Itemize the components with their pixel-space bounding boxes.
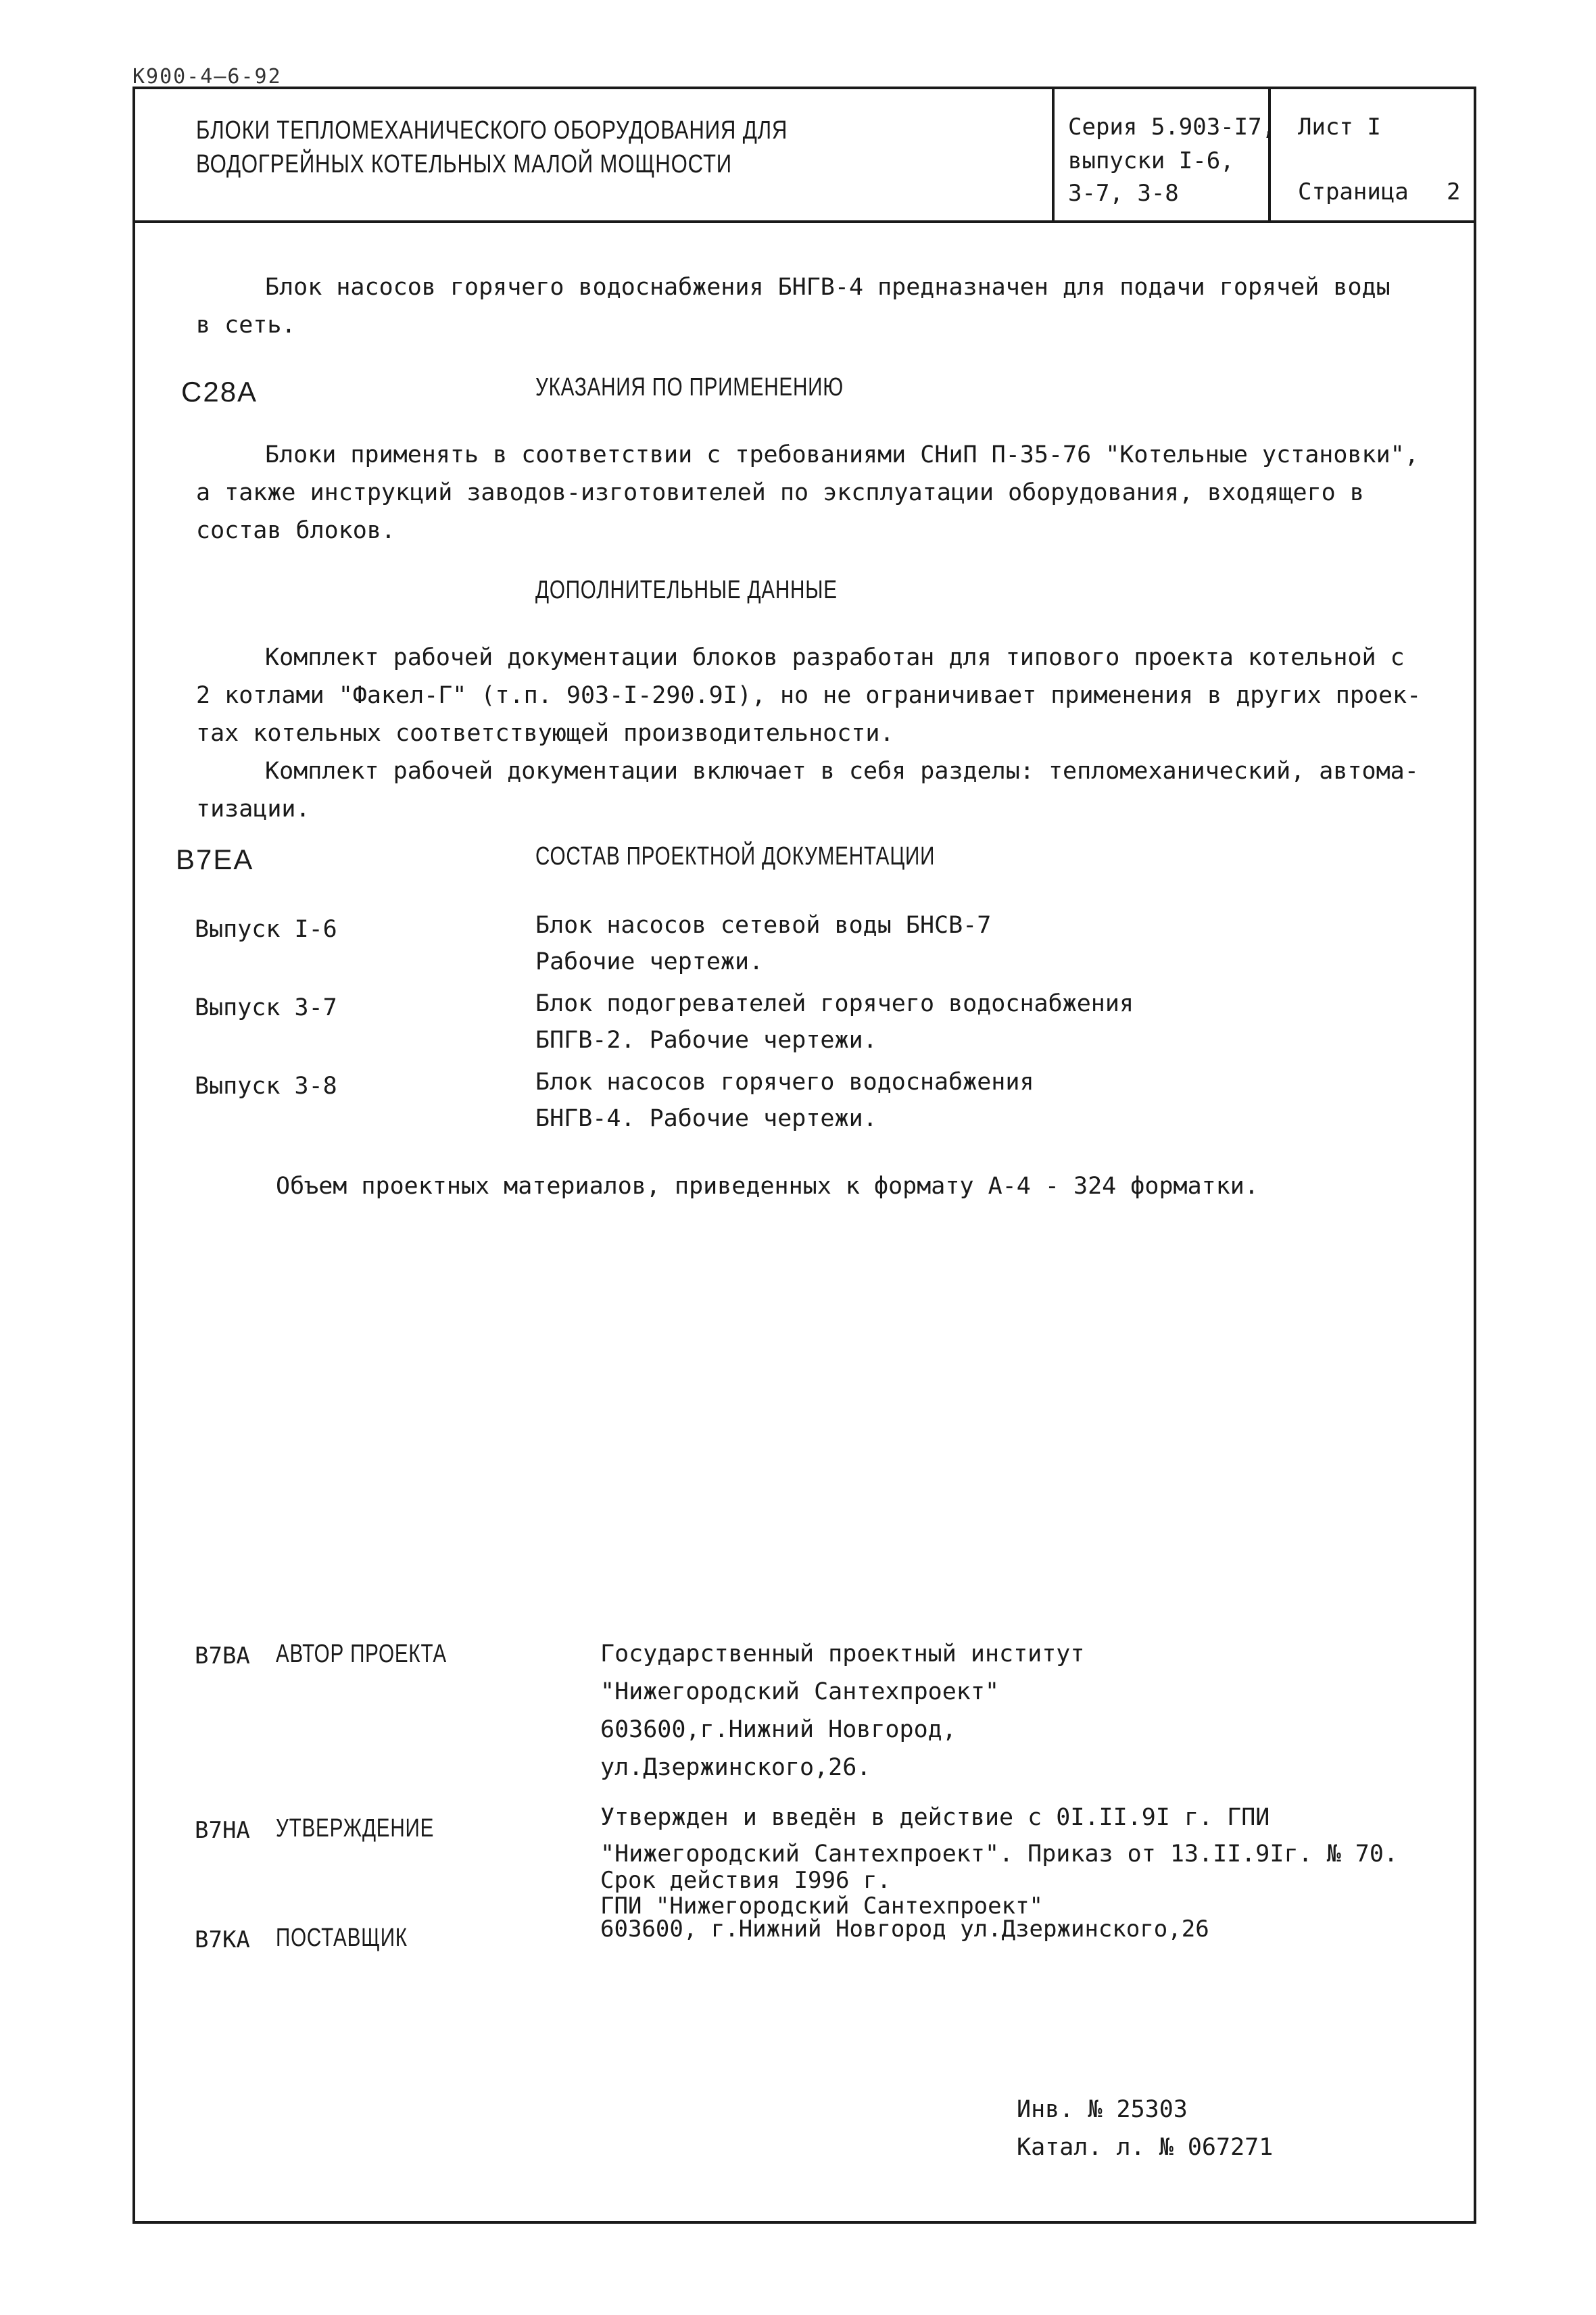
author-line4: ул.Дзержинского,26. <box>600 1754 871 1781</box>
additional-p1-line1: Комплект рабочей документации блоков разработан для типового проекта котельной с <box>265 644 1405 671</box>
supplier-code: B7KA <box>195 1926 250 1953</box>
supplier-line2: 603600, г.Нижний Новгород ул.Дзержинского,26 <box>600 1916 1209 1943</box>
additional-p1-line2: 2 котлами "Факел-Г" (т.п. 903-I-290.9I), но не ограничивает применения в других проек- <box>196 682 1422 709</box>
composition-issue: Выпуск I-6 <box>195 916 337 943</box>
author-line2: "Нижегородский Сантехпроект" <box>600 1678 1000 1705</box>
approval-line3: Срок действия I996 г. <box>600 1867 891 1894</box>
approval-code: B7HA <box>195 1817 250 1844</box>
composition-item-line2: Рабочие чертежи. <box>535 948 764 975</box>
approval-line2: "Нижегородский Сантехпроект". Приказ от 13.II.9Iг. № 70. <box>600 1841 1399 1868</box>
composition-item-line1: Блок подогревателей горячего водоснабжения <box>535 990 1134 1017</box>
sheet-number: Лист I <box>1298 114 1381 141</box>
page-label: Страница <box>1298 178 1409 205</box>
usage-line2: а также инструкций заводов-изготовителей по эксплуатации оборудования, входящего в <box>196 479 1364 506</box>
composition-item-line1: Блок насосов горячего водоснабжения <box>535 1069 1034 1096</box>
usage-heading: УКАЗАНИЯ ПО ПРИМЕНЕНИЮ <box>535 373 844 401</box>
header-separator-sheet <box>1268 87 1271 222</box>
composition-item-line2: БПГВ-2. Рабочие чертежи. <box>535 1027 877 1054</box>
inventory-number: Инв. № 25303 <box>1017 2096 1188 2123</box>
composition-code: B7EA <box>176 844 254 875</box>
composition-issue: Выпуск 3-8 <box>195 1073 337 1100</box>
page-number: 2 <box>1447 178 1461 205</box>
usage-code: C28A <box>181 376 258 408</box>
series-line3: 3-7, 3-8 <box>1068 180 1179 207</box>
supplier-label: ПОСТАВЩИК <box>276 1924 408 1952</box>
document-code: К900-4—6-92 <box>132 65 282 89</box>
additional-p2-line1: Комплект рабочей документации включает в себя разделы: тепломеханический, автома- <box>265 758 1419 785</box>
composition-heading: СОСТАВ ПРОЕКТНОЙ ДОКУМЕНТАЦИИ <box>535 842 936 871</box>
composition-item-line1: Блок насосов сетевой воды БНСВ-7 <box>535 912 992 939</box>
header-separator-series <box>1052 87 1055 222</box>
series-line1: Серия 5.903-I7, <box>1068 114 1276 141</box>
usage-line3: состав блоков. <box>196 517 396 544</box>
author-line1: Государственный проектный институт <box>600 1640 1085 1667</box>
composition-issue: Выпуск 3-7 <box>195 994 337 1021</box>
series-line2: выпуски I-6, <box>1068 147 1234 174</box>
catalog-number: Катал. л. № 067271 <box>1017 2134 1274 2161</box>
intro-line1: Блок насосов горячего водоснабжения БНГВ-4 предназначен для подачи горячей воды <box>265 274 1391 301</box>
author-code: B7BA <box>195 1642 250 1670</box>
header-divider <box>132 220 1476 223</box>
usage-line1: Блоки применять в соответствии с требованиями СНиП П-35-76 "Котельные установки", <box>265 441 1419 468</box>
header-title-line2: ВОДОГРЕЙНЫХ КОТЕЛЬНЫХ МАЛОЙ МОЩНОСТИ <box>196 150 733 178</box>
author-line3: 603600,г.Нижний Новгород, <box>600 1716 957 1743</box>
approval-label: УТВЕРЖДЕНИЕ <box>276 1814 435 1843</box>
approval-line1: Утвержден и введён в действие с 0I.II.9I г. ГПИ <box>600 1804 1270 1831</box>
header-title-line1: БЛОКИ ТЕПЛОМЕХАНИЧЕСКОГО ОБОРУДОВАНИЯ ДЛЯ <box>196 116 788 145</box>
supplier-line1: ГПИ "Нижегородский Сантехпроект" <box>600 1893 1044 1920</box>
author-label: АВТОР ПРОЕКТА <box>276 1640 447 1668</box>
intro-line2: в сеть. <box>196 312 296 339</box>
additional-p2-line2: тизации. <box>196 796 310 823</box>
volume-note: Объем проектных материалов, приведенных к формату А-4 - 324 форматки. <box>276 1173 1259 1200</box>
additional-heading: ДОПОЛНИТЕЛЬНЫЕ ДАННЫЕ <box>535 576 838 604</box>
additional-p1-line3: тах котельных соответствующей производительности. <box>196 720 894 747</box>
composition-item-line2: БНГВ-4. Рабочие чертежи. <box>535 1105 877 1132</box>
